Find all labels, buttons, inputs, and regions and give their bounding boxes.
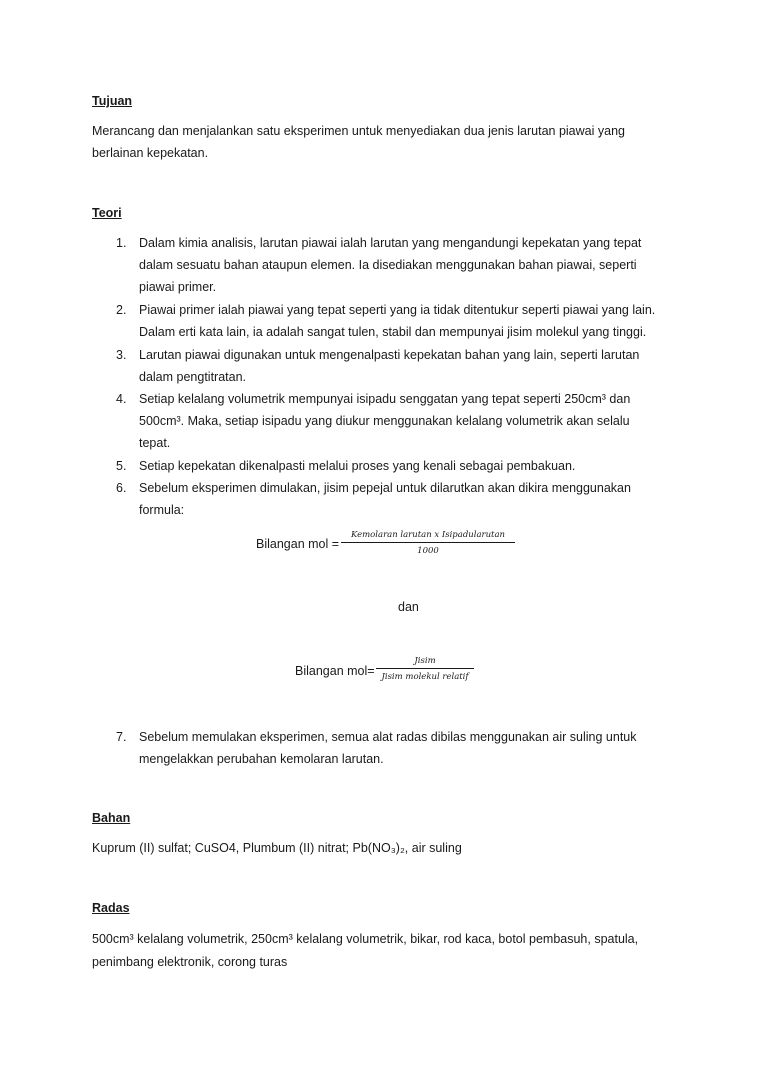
teori-item-7-line: mengelakkan perubahan kemolaran larutan. <box>139 752 384 766</box>
formula-2-label: Bilangan mol= <box>295 664 375 678</box>
teori-heading: Teori <box>92 206 122 220</box>
teori-item-4-number: 4. <box>116 392 127 406</box>
teori-item-3-number: 3. <box>116 348 127 362</box>
teori-item-3-line: Larutan piawai digunakan untuk mengenalpasti kepekatan bahan yang lain, seperti larutan <box>139 348 640 362</box>
radas-text-line-1: 500cm³ kelalang volumetrik, 250cm³ kelalang volumetrik, bikar, rod kaca, botol pembasuh, spatula, <box>92 932 639 946</box>
formula-1-numerator: Kemolaran larutan x Isipadularutan <box>350 530 506 540</box>
teori-item-2-line: Dalam erti kata lain, ia adalah sangat tulen, stabil dan mempunyai jisim molekul yang tinggi. <box>139 325 647 339</box>
teori-item-1-line: Dalam kimia analisis, larutan piawai ialah larutan yang mengandungi kepekatan yang tepat <box>139 236 642 250</box>
teori-item-1-number: 1. <box>116 236 127 250</box>
teori-item-1-line: dalam sesuatu bahan ataupun elemen. Ia disediakan menggunakan bahan piawai, seperti <box>139 258 637 272</box>
teori-item-7-number: 7. <box>116 730 127 744</box>
tujuan-text-line-1: Merancang dan menjalankan satu eksperimen untuk menyediakan dua jenis larutan piawai yang <box>92 124 625 138</box>
teori-item-6-line: formula: <box>139 503 185 517</box>
formula-2-denominator: Jisim molekul relatif <box>381 672 469 682</box>
teori-item-2-number: 2. <box>116 303 127 317</box>
radas-heading: Radas <box>92 901 130 915</box>
teori-item-5-number: 5. <box>116 459 127 473</box>
radas-text-line-2: penimbang elektronik, corong turas <box>92 955 288 969</box>
teori-item-3-line: dalam pengtitratan. <box>139 370 247 384</box>
teori-item-4-line: tepat. <box>139 436 171 450</box>
teori-item-5-line: Setiap kepekatan dikenalpasti melalui proses yang kenali sebagai pembakuan. <box>139 459 576 473</box>
teori-item-1-line: piawai primer. <box>139 280 217 294</box>
teori-item-7-line: Sebelum memulakan eksperimen, semua alat radas dibilas menggunakan air suling untuk <box>139 730 637 744</box>
teori-item-6-number: 6. <box>116 481 127 495</box>
formula-1-denominator: 1000 <box>417 546 439 556</box>
bahan-heading: Bahan <box>92 811 131 825</box>
formula-1-fraction <box>341 530 515 556</box>
tujuan-heading: Tujuan <box>92 94 133 108</box>
formula-2-fraction <box>376 656 474 682</box>
teori-item-4-line: 500cm³. Maka, setiap isipadu yang diukur menggunakan kelalang volumetrik akan selalu <box>139 414 630 428</box>
teori-item-6-line: Sebelum eksperimen dimulakan, jisim pepejal untuk dilarutkan akan dikira menggunakan <box>139 481 631 495</box>
formula-2-numerator: Jisim <box>414 656 436 666</box>
teori-item-4-line: Setiap kelalang volumetrik mempunyai isipadu senggatan yang tepat seperti 250cm³ dan <box>139 392 631 406</box>
bahan-text: Kuprum (II) sulfat; CuSO4, Plumbum (II) nitrat; Pb(NO₃)₂, air suling <box>92 841 462 855</box>
tujuan-text-line-2: berlainan kepekatan. <box>92 146 209 160</box>
formula-1-label: Bilangan mol = <box>256 537 340 551</box>
teori-item-2-line: Piawai primer ialah piawai yang tepat seperti yang ia tidak ditentukur seperti piawai yang lain. <box>139 303 656 317</box>
dan-connector: dan <box>398 600 419 614</box>
